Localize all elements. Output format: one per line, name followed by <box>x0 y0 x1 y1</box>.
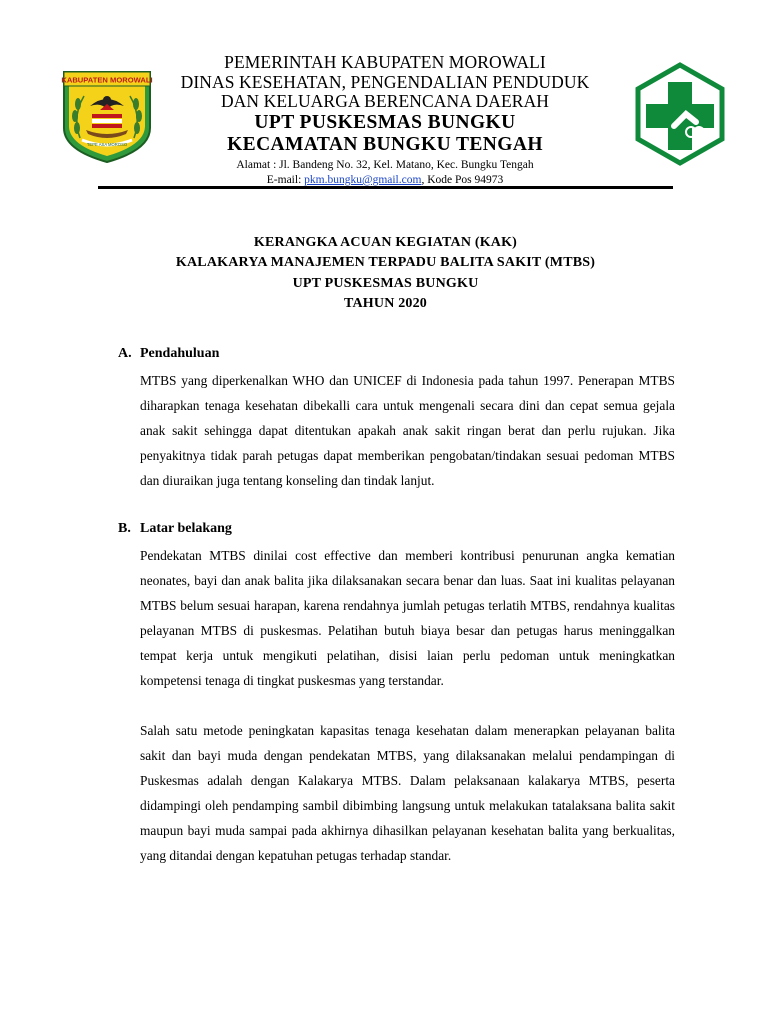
kop-line-2: DINAS KESEHATAN, PENGENDALIAN PENDUDUK <box>180 71 590 92</box>
section-title: Pendahuluan <box>140 346 220 361</box>
postal-code: , Kode Pos 94973 <box>421 173 504 186</box>
section-b-paragraph-2: Salah satu metode peningkatan kapasitas tenaga kesehatan dalam menerapkan pelayanan balita sakit dan bayi muda dengan pendekatan MTBS, yang dilaksanakan melalui pendampingan di Puskesmas adalah dengan Kalakarya MTBS. Dalam pelaksanaan kalakarya MTBS, peserta didampingi oleh pendamping sambil dibimbing langsung untuk melakukan tatalaksana balita sakit maupun bayi muda sampai pada akhirnya dihasilkan pelayanan kesehatan balita yang berkualitas, yang ditandai dengan kepatuhan petugas terhadap standar. <box>140 723 675 863</box>
email-label: E-mail: <box>266 173 305 186</box>
section-letter: A. <box>118 346 132 361</box>
puskesmas-logo-icon <box>628 62 732 166</box>
section-b-paragraph-1: Pendekatan MTBS dinilai cost effective dan memberi kontribusi penurunan angka kematian neonates, bayi dan anak balita jika dilaksanakan secara benar dan luas. Saat ini kualitas pelayanan MTBS belum sesuai harapan, karena rendahnya jumlah petugas terlatih MTBS, rendahnya kualitas pelayanan MTBS di puskesmas. Pelatihan butuh biaya besar dan petugas harus meninggalkan tempat kerja untuk mengikuti pelatihan, disisi laian perlu pedoman untuk meningkatkan kompetensi tenaga di tingkat puskesmas yang terstandar. <box>140 548 675 688</box>
kop-line-5: KECAMATAN BUNGKU TENGAH <box>227 133 543 155</box>
letterhead-divider <box>98 186 673 189</box>
kop-line-1: PEMERINTAH KABUPATEN MOROWALI <box>224 52 546 72</box>
section-b-heading <box>118 521 232 537</box>
kop-line-4: UPT PUSKESMAS BUNGKU <box>254 111 516 133</box>
email-link[interactable]: pkm.bungku@gmail.com <box>304 173 422 186</box>
title-line-4: TAHUN 2020 <box>343 295 428 311</box>
section-a-heading <box>118 346 219 362</box>
title-line-3: UPT PUSKESMAS BUNGKU <box>292 275 479 291</box>
section-letter: B. <box>118 521 131 536</box>
regency-emblem-icon <box>60 66 154 164</box>
document-title <box>98 233 673 314</box>
kop-line-3: DAN KELUARGA BERENCANA DAERAH <box>220 91 550 112</box>
emblem-motto: TEPE ASA MOROSO <box>86 142 128 147</box>
title-line-2: KALAKARYA MANAJEMEN TERPADU BALITA SAKIT (MTBS) <box>175 255 596 271</box>
title-line-1: KERANGKA ACUAN KEGIATAN (KAK) <box>253 235 518 250</box>
section-a-paragraph-1: MTBS yang diperkenalkan WHO dan UNICEF di Indonesia pada tahun 1997. Penerapan MTBS diharapkan tenaga kesehatan dibekalli cara untuk mengenali secara dini dan cepat semua gejala anak sakit sehingga dapat ditentukan apakah anak sakit ringan berat dan perlu rujukan. Jika penyakitnya tidak parah petugas dapat memberikan pengobatan/tindakan sesuai pedoman MTBS dan diuraikan juga tentang konseling dan tindak lanjut. <box>140 373 675 488</box>
kop-address: Alamat : Jl. Bandeng No. 32, Kel. Matano, Kec. Bungku Tengah <box>236 159 534 172</box>
letterhead <box>160 53 610 187</box>
emblem-banner: KABUPATEN MOROWALI <box>61 75 153 85</box>
section-title: Latar belakang <box>140 521 232 536</box>
